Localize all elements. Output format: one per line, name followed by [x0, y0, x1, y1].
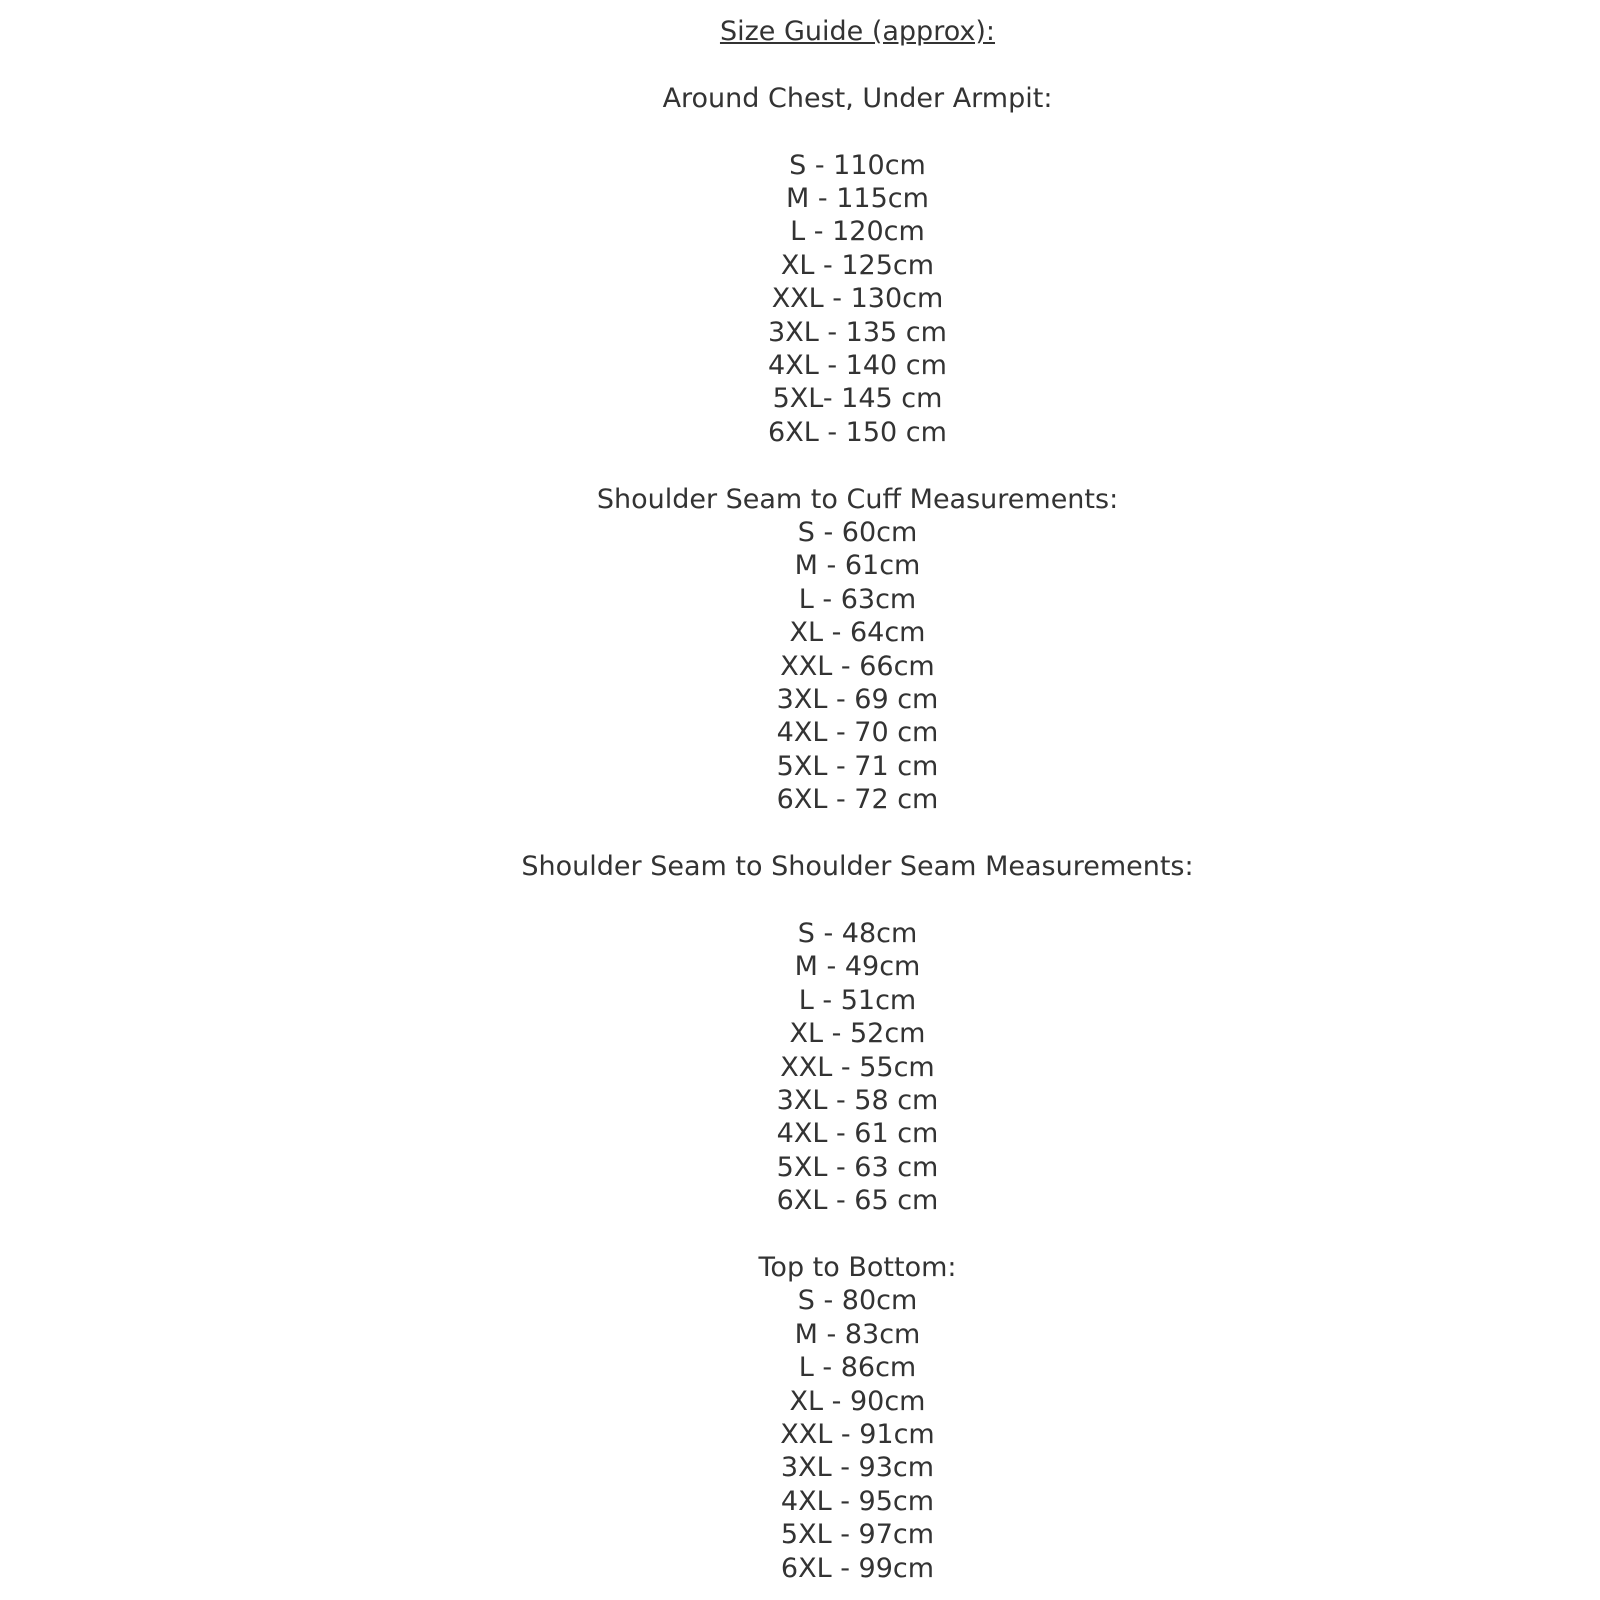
size-row: M - 83cm	[794, 1318, 921, 1350]
size-row: S - 110cm	[789, 149, 926, 181]
size-row: XL - 64cm	[789, 617, 926, 649]
size-row: 4XL - 95cm	[780, 1485, 935, 1517]
size-row: 6XL - 99cm	[780, 1552, 935, 1584]
size-sections	[115, 82, 1600, 1585]
section-heading: Shoulder Seam to Cuff Measurements:	[596, 483, 1119, 515]
size-row: XL - 90cm	[789, 1385, 926, 1417]
size-row: 5XL - 63 cm	[776, 1151, 939, 1183]
size-row: XXL - 91cm	[780, 1418, 935, 1450]
size-row: L - 51cm	[798, 984, 917, 1016]
section-heading: Around Chest, Under Armpit:	[662, 82, 1053, 114]
section-heading: Shoulder Seam to Shoulder Seam Measurements:	[521, 851, 1194, 883]
size-row: 6XL - 65 cm	[776, 1185, 939, 1217]
size-row: M - 49cm	[794, 951, 921, 983]
size-section	[115, 82, 1600, 449]
size-row: XL - 52cm	[789, 1018, 926, 1050]
size-row: 4XL - 61 cm	[776, 1118, 939, 1150]
size-row: 5XL- 145 cm	[772, 383, 943, 415]
size-row: XXL - 55cm	[780, 1051, 935, 1083]
size-row: 4XL - 140 cm	[768, 350, 947, 382]
size-section	[115, 850, 1600, 1217]
size-row: S - 60cm	[797, 517, 918, 549]
size-row: L - 86cm	[798, 1352, 917, 1384]
size-row: S - 80cm	[797, 1285, 918, 1317]
size-row: L - 63cm	[798, 583, 917, 615]
size-row: 3XL - 135 cm	[768, 316, 947, 348]
size-row: M - 115cm	[786, 183, 929, 214]
size-section	[115, 1251, 1600, 1585]
size-row: 6XL - 150 cm	[768, 416, 947, 448]
size-row: 5XL - 71 cm	[776, 750, 939, 782]
size-row: L - 120cm	[790, 216, 925, 248]
size-row: 3XL - 69 cm	[776, 684, 939, 716]
size-section	[115, 483, 1600, 817]
size-row: 5XL - 97cm	[780, 1519, 935, 1551]
size-row: 3XL - 58 cm	[776, 1084, 939, 1116]
size-row: XL - 125cm	[780, 249, 935, 281]
size-row: 3XL - 93cm	[780, 1452, 935, 1484]
size-row: 6XL - 72 cm	[776, 784, 939, 816]
size-row: M - 61cm	[794, 550, 921, 582]
size-row: 4XL - 70 cm	[776, 717, 939, 749]
section-heading: Top to Bottom:	[758, 1251, 957, 1283]
size-row: S - 48cm	[797, 917, 918, 949]
size-row: XXL - 130cm	[771, 283, 944, 315]
size-row: XXL - 66cm	[780, 650, 935, 682]
page-title: Size Guide (approx):	[719, 16, 996, 47]
